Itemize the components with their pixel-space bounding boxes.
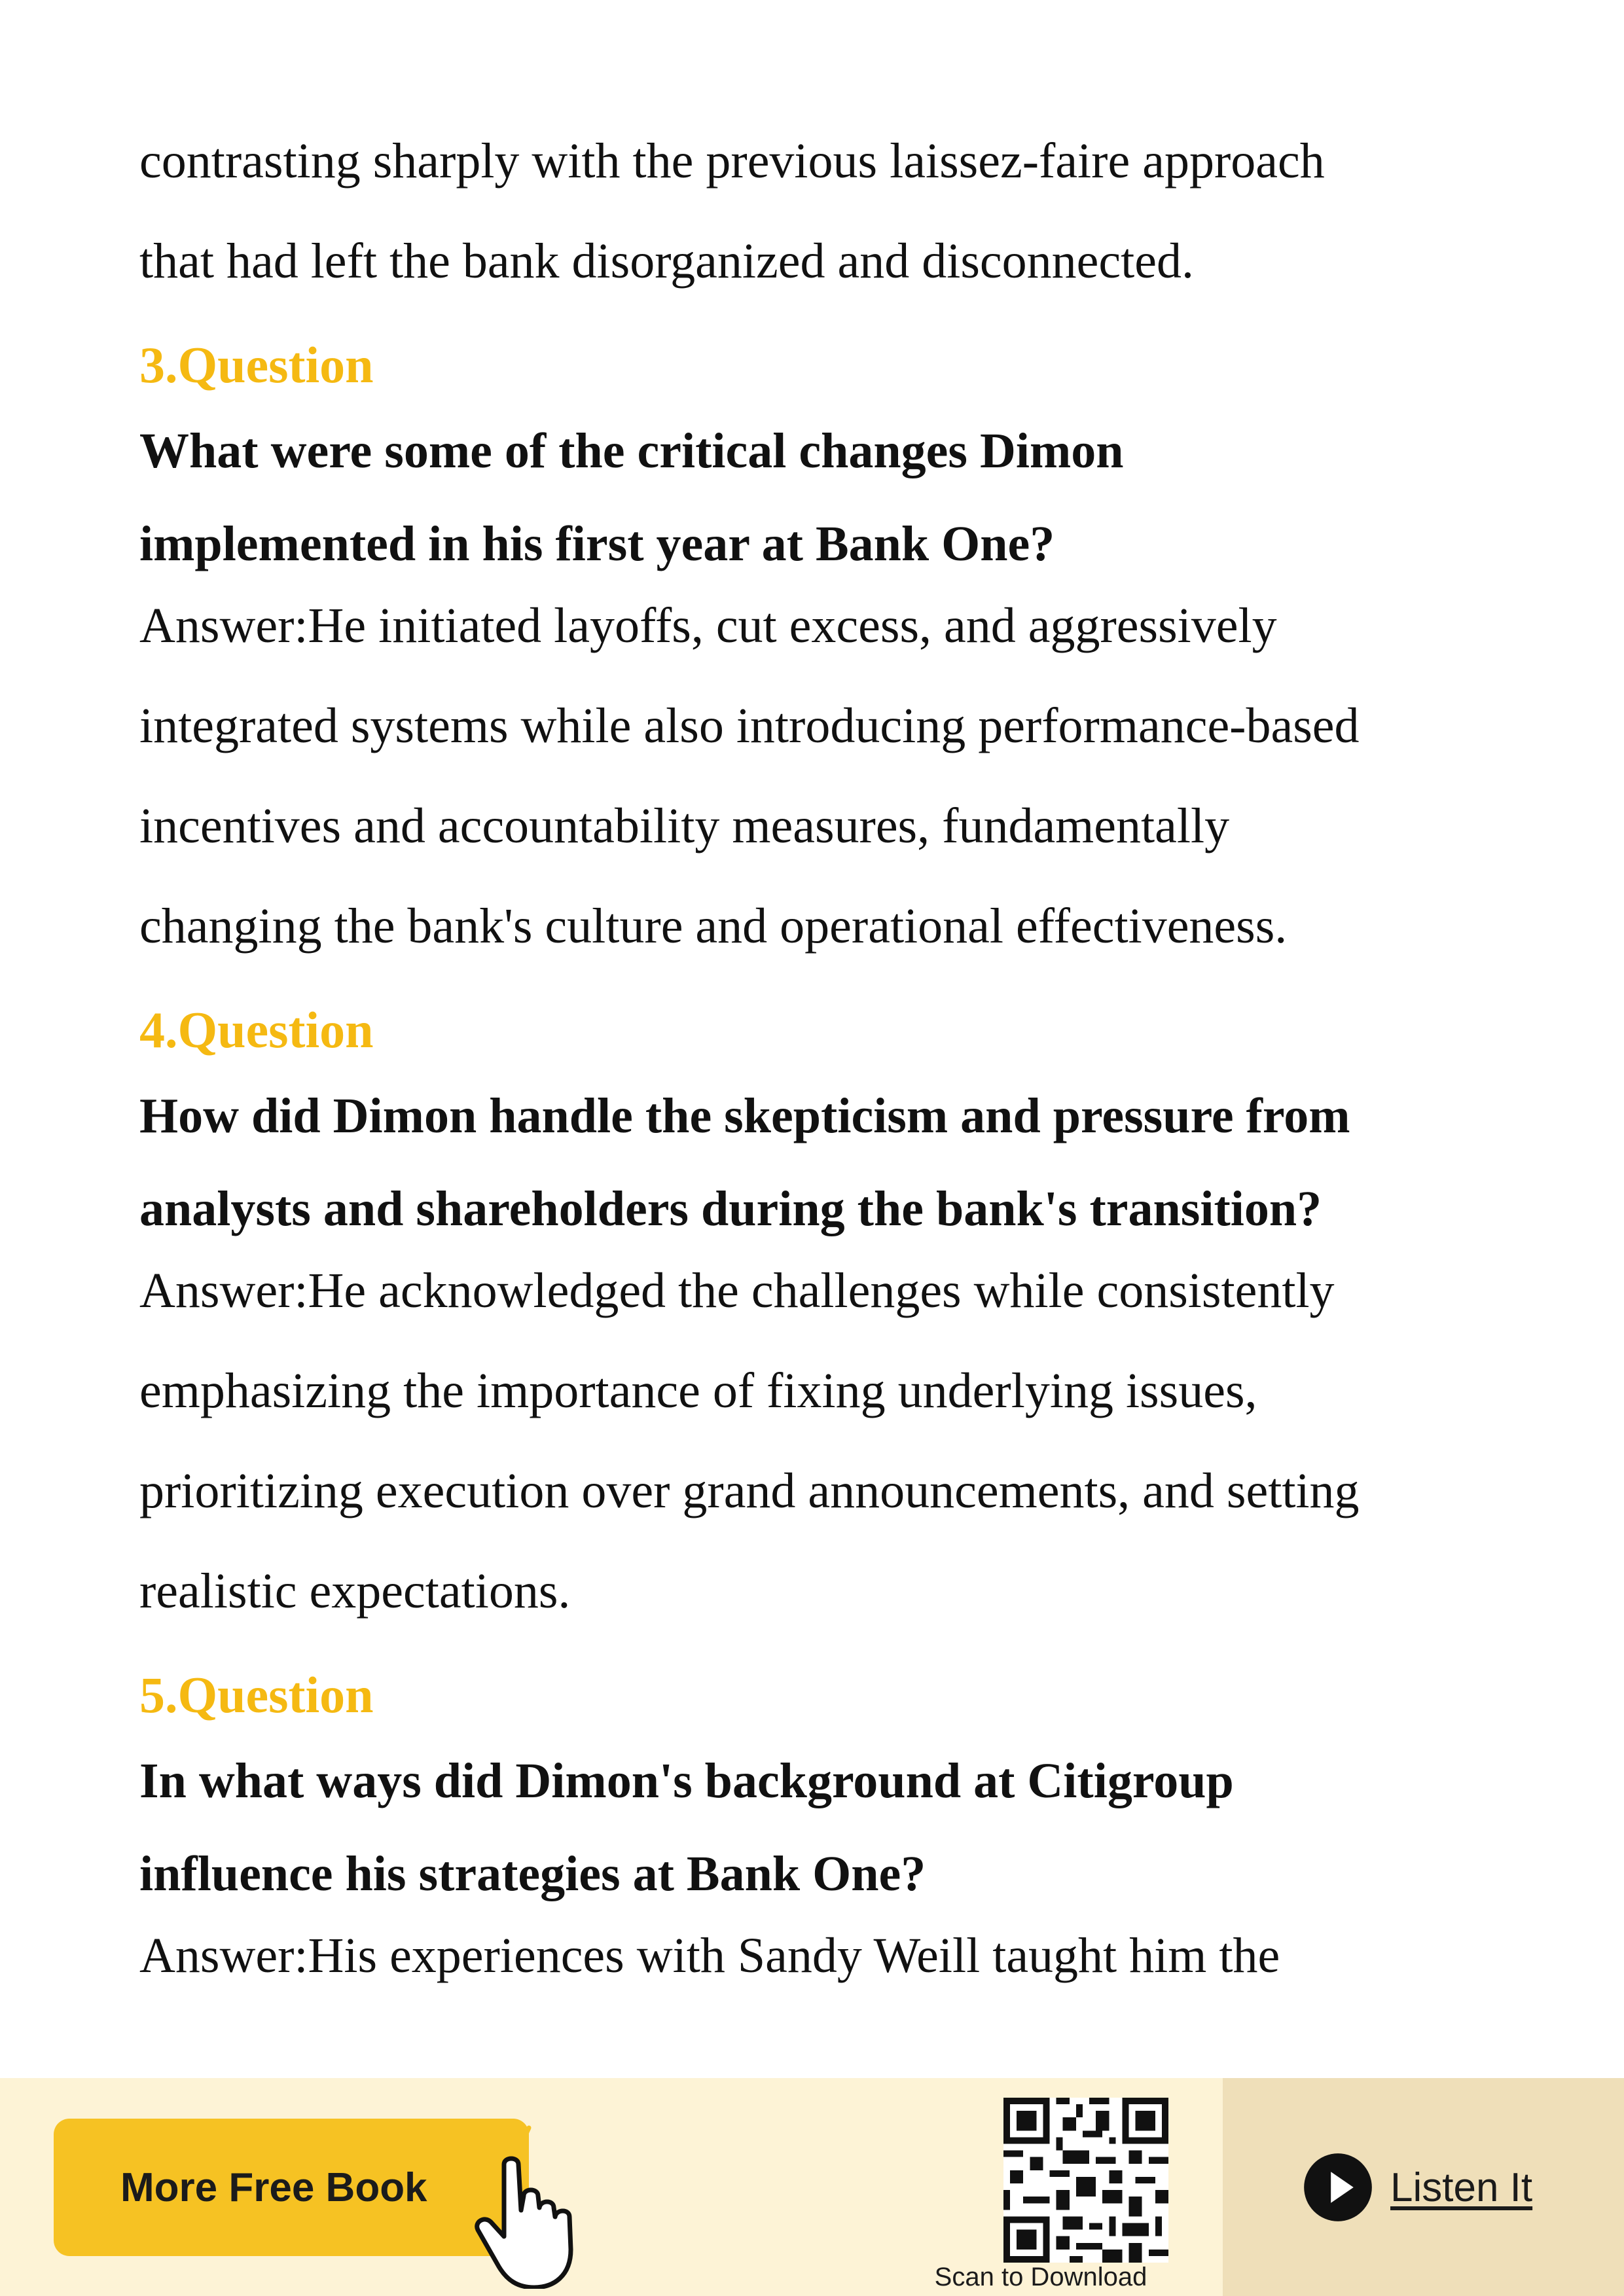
page-content [139, 111, 1501, 2006]
question-title-line: How did Dimon handle the skepticism and pressure from [139, 1088, 1350, 1143]
answer-line: realistic expectations. [139, 1564, 571, 1619]
listen-it-button[interactable] [1303, 2151, 1532, 2223]
question-block-3 [139, 326, 1501, 977]
qr-code-icon[interactable] [1003, 2098, 1168, 2263]
answer-line: changing the bank's culture and operational effectiveness. [139, 899, 1288, 954]
hand-pointer-icon [458, 2119, 628, 2289]
more-free-book-button[interactable]: More Free Book [54, 2119, 529, 2256]
answer-line: prioritizing execution over grand announcements, and setting [139, 1463, 1360, 1518]
question-label: 3.Question [139, 336, 374, 393]
question-title-line: In what ways did Dimon's background at Citigroup [139, 1753, 1234, 1808]
question-title-line: What were some of the critical changes Dimon [139, 423, 1124, 478]
answer-line: Answer:He initiated layoffs, cut excess, and aggressively [139, 598, 1277, 653]
answer-line: integrated systems while also introducing performance-based [139, 698, 1360, 753]
question-title-line: influence his strategies at Bank One? [139, 1846, 926, 1901]
play-icon [1303, 2152, 1373, 2223]
question-title-line: implemented in his first year at Bank One? [139, 516, 1055, 571]
footer-bar [0, 2078, 1624, 2296]
listen-it-label: Listen It [1390, 2164, 1533, 2210]
answer-line: emphasizing the importance of fixing underlying issues, [139, 1363, 1257, 1418]
answer-line: Answer:His experiences with Sandy Weill taught him the [139, 1928, 1280, 1983]
intro-line: contrasting sharply with the previous laissez-faire approach [139, 134, 1325, 188]
intro-line: that had left the bank disorganized and disconnected. [139, 234, 1194, 289]
answer-line: Answer:He acknowledged the challenges while consistently [139, 1263, 1335, 1318]
answer-line: incentives and accountability measures, fundamentally [139, 798, 1230, 853]
question-block-4 [139, 991, 1501, 1641]
question-label: 5.Question [139, 1666, 374, 1723]
question-label: 4.Question [139, 1001, 374, 1058]
question-block-5 [139, 1656, 1501, 2006]
question-title-line: analysts and shareholders during the bank's transition? [139, 1181, 1322, 1236]
scan-to-download-label: Scan to Download [934, 2263, 1147, 2291]
